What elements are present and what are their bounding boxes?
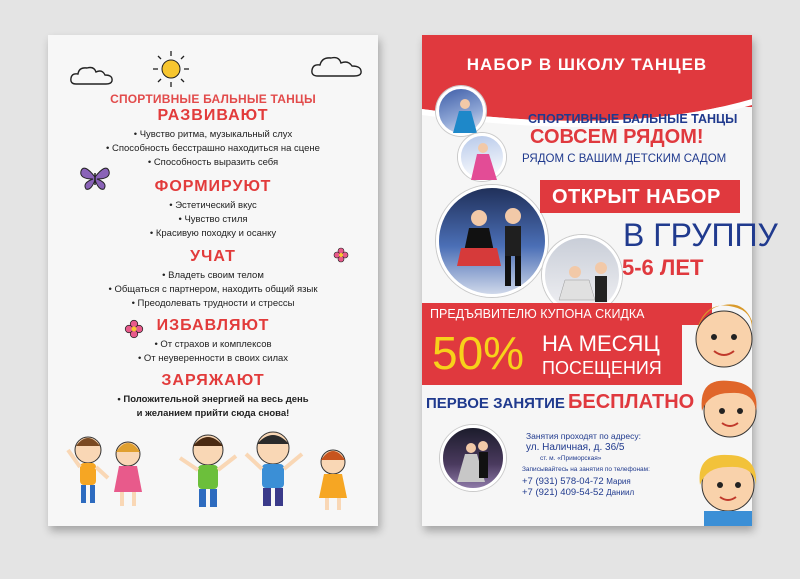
address-text: ул. Наличная, д. 36/5 (526, 442, 625, 453)
list-item: • Положительной энергией на весь день (48, 393, 378, 407)
subtitle-nearby: СОВСЕМ РЯДОМ! (530, 126, 704, 148)
age-text: 5-6 ЛЕТ (622, 255, 704, 280)
dancer-silhouette (461, 136, 509, 184)
discount-percent: 50% (432, 327, 525, 379)
section-heading: УЧАТ (190, 248, 236, 265)
list-item: • Эстетический вкус (48, 199, 378, 213)
section-heading: РАЗВИВАЮТ (157, 107, 269, 124)
dancers-silhouette (439, 188, 551, 300)
list-item: • Способность выразить себя (48, 156, 378, 170)
section-relieve (48, 317, 378, 366)
section-heading: ФОРМИРУЮТ (154, 178, 272, 195)
section-teach (48, 248, 378, 311)
dance-photo (458, 133, 506, 181)
coupon-text: ПРЕДЪЯВИТЕЛЮ КУПОНА СКИДКА (430, 307, 645, 321)
contact-name: Мария (606, 477, 631, 486)
section-heading: ЗАРЯЖАЮТ (161, 372, 265, 389)
contact-photo (440, 425, 506, 491)
first-lesson-text: ПЕРВОЕ ЗАНЯТИЕ (426, 395, 565, 412)
section-heading: ИЗБАВЛЯЮТ (156, 317, 270, 334)
address-label: Занятия проходят по адресу: (526, 431, 641, 441)
dancers-silhouette (443, 428, 509, 494)
phone-1 (522, 476, 631, 487)
list-item: • Преодолевать трудности и стрессы (48, 297, 378, 311)
dancer-silhouette (439, 89, 489, 139)
list-item: • От страхов и комплексов (48, 338, 378, 352)
metro-text: ст. м. «Приморская» (540, 455, 602, 462)
list-item: • Чувство ритма, музыкальный слух (48, 128, 378, 142)
discount-visits: ПОСЕЩЕНИЯ (542, 358, 662, 378)
dance-photo-main (436, 185, 548, 297)
section-form (48, 178, 378, 241)
section-develop (48, 107, 378, 170)
list-item: • Владеть своим телом (48, 269, 378, 283)
list-item: • Общаться с партнером, находить общий язык (48, 283, 378, 297)
list-item: • Красивую походку и осанку (48, 227, 378, 241)
kids-illustration (58, 420, 368, 520)
section-charge (48, 372, 378, 421)
phone-number: +7 (921) 409-54-52 (522, 487, 604, 498)
kid-figure (180, 435, 236, 507)
list-item: • От неуверенности в своих силах (48, 352, 378, 366)
kids-illustration (684, 285, 752, 526)
cloud-icon (70, 65, 114, 87)
left-flyer (48, 35, 378, 526)
kid-figure (114, 442, 142, 506)
subtitle-kindergarten: РЯДОМ С ВАШИМ ДЕТСКИМ САДОМ (522, 153, 727, 165)
group-text: В ГРУППУ (623, 217, 778, 253)
list-item: • Способность бесстрашно находиться на сцене (48, 142, 378, 156)
kid-figure (246, 432, 302, 506)
banner-title: НАБОР В ШКОЛУ ТАНЦЕВ (466, 55, 708, 74)
subtitle-ballroom: СПОРТИВНЫЕ БАЛЬНЫЕ ТАНЦЫ (528, 112, 738, 126)
list-item: и желанием прийти сюда снова! (136, 408, 290, 419)
contact-name: Даниил (606, 488, 635, 497)
phone-label: Записывайтесь на занятия по телефонам: (522, 466, 650, 473)
discount-month: НА МЕСЯЦ (542, 331, 660, 356)
kid-figure (68, 437, 108, 503)
kid-girl (702, 381, 757, 437)
free-text: БЕСПЛАТНО (568, 391, 695, 413)
sun-icon (151, 49, 191, 89)
list-item: • Чувство стиля (48, 213, 378, 227)
dance-photo (436, 86, 486, 136)
kid-blonde (700, 455, 757, 526)
cloud-icon (311, 55, 363, 79)
left-flyer-title: СПОРТИВНЫЕ БАЛЬНЫЕ ТАНЦЫ (110, 92, 316, 106)
phone-number: +7 (931) 578-04-72 (522, 476, 604, 487)
right-flyer (422, 35, 778, 526)
kid-boy (696, 304, 752, 367)
kid-figure (319, 450, 347, 510)
open-enrollment-text: ОТКРЫТ НАБОР (552, 186, 721, 208)
phone-2 (522, 487, 634, 498)
